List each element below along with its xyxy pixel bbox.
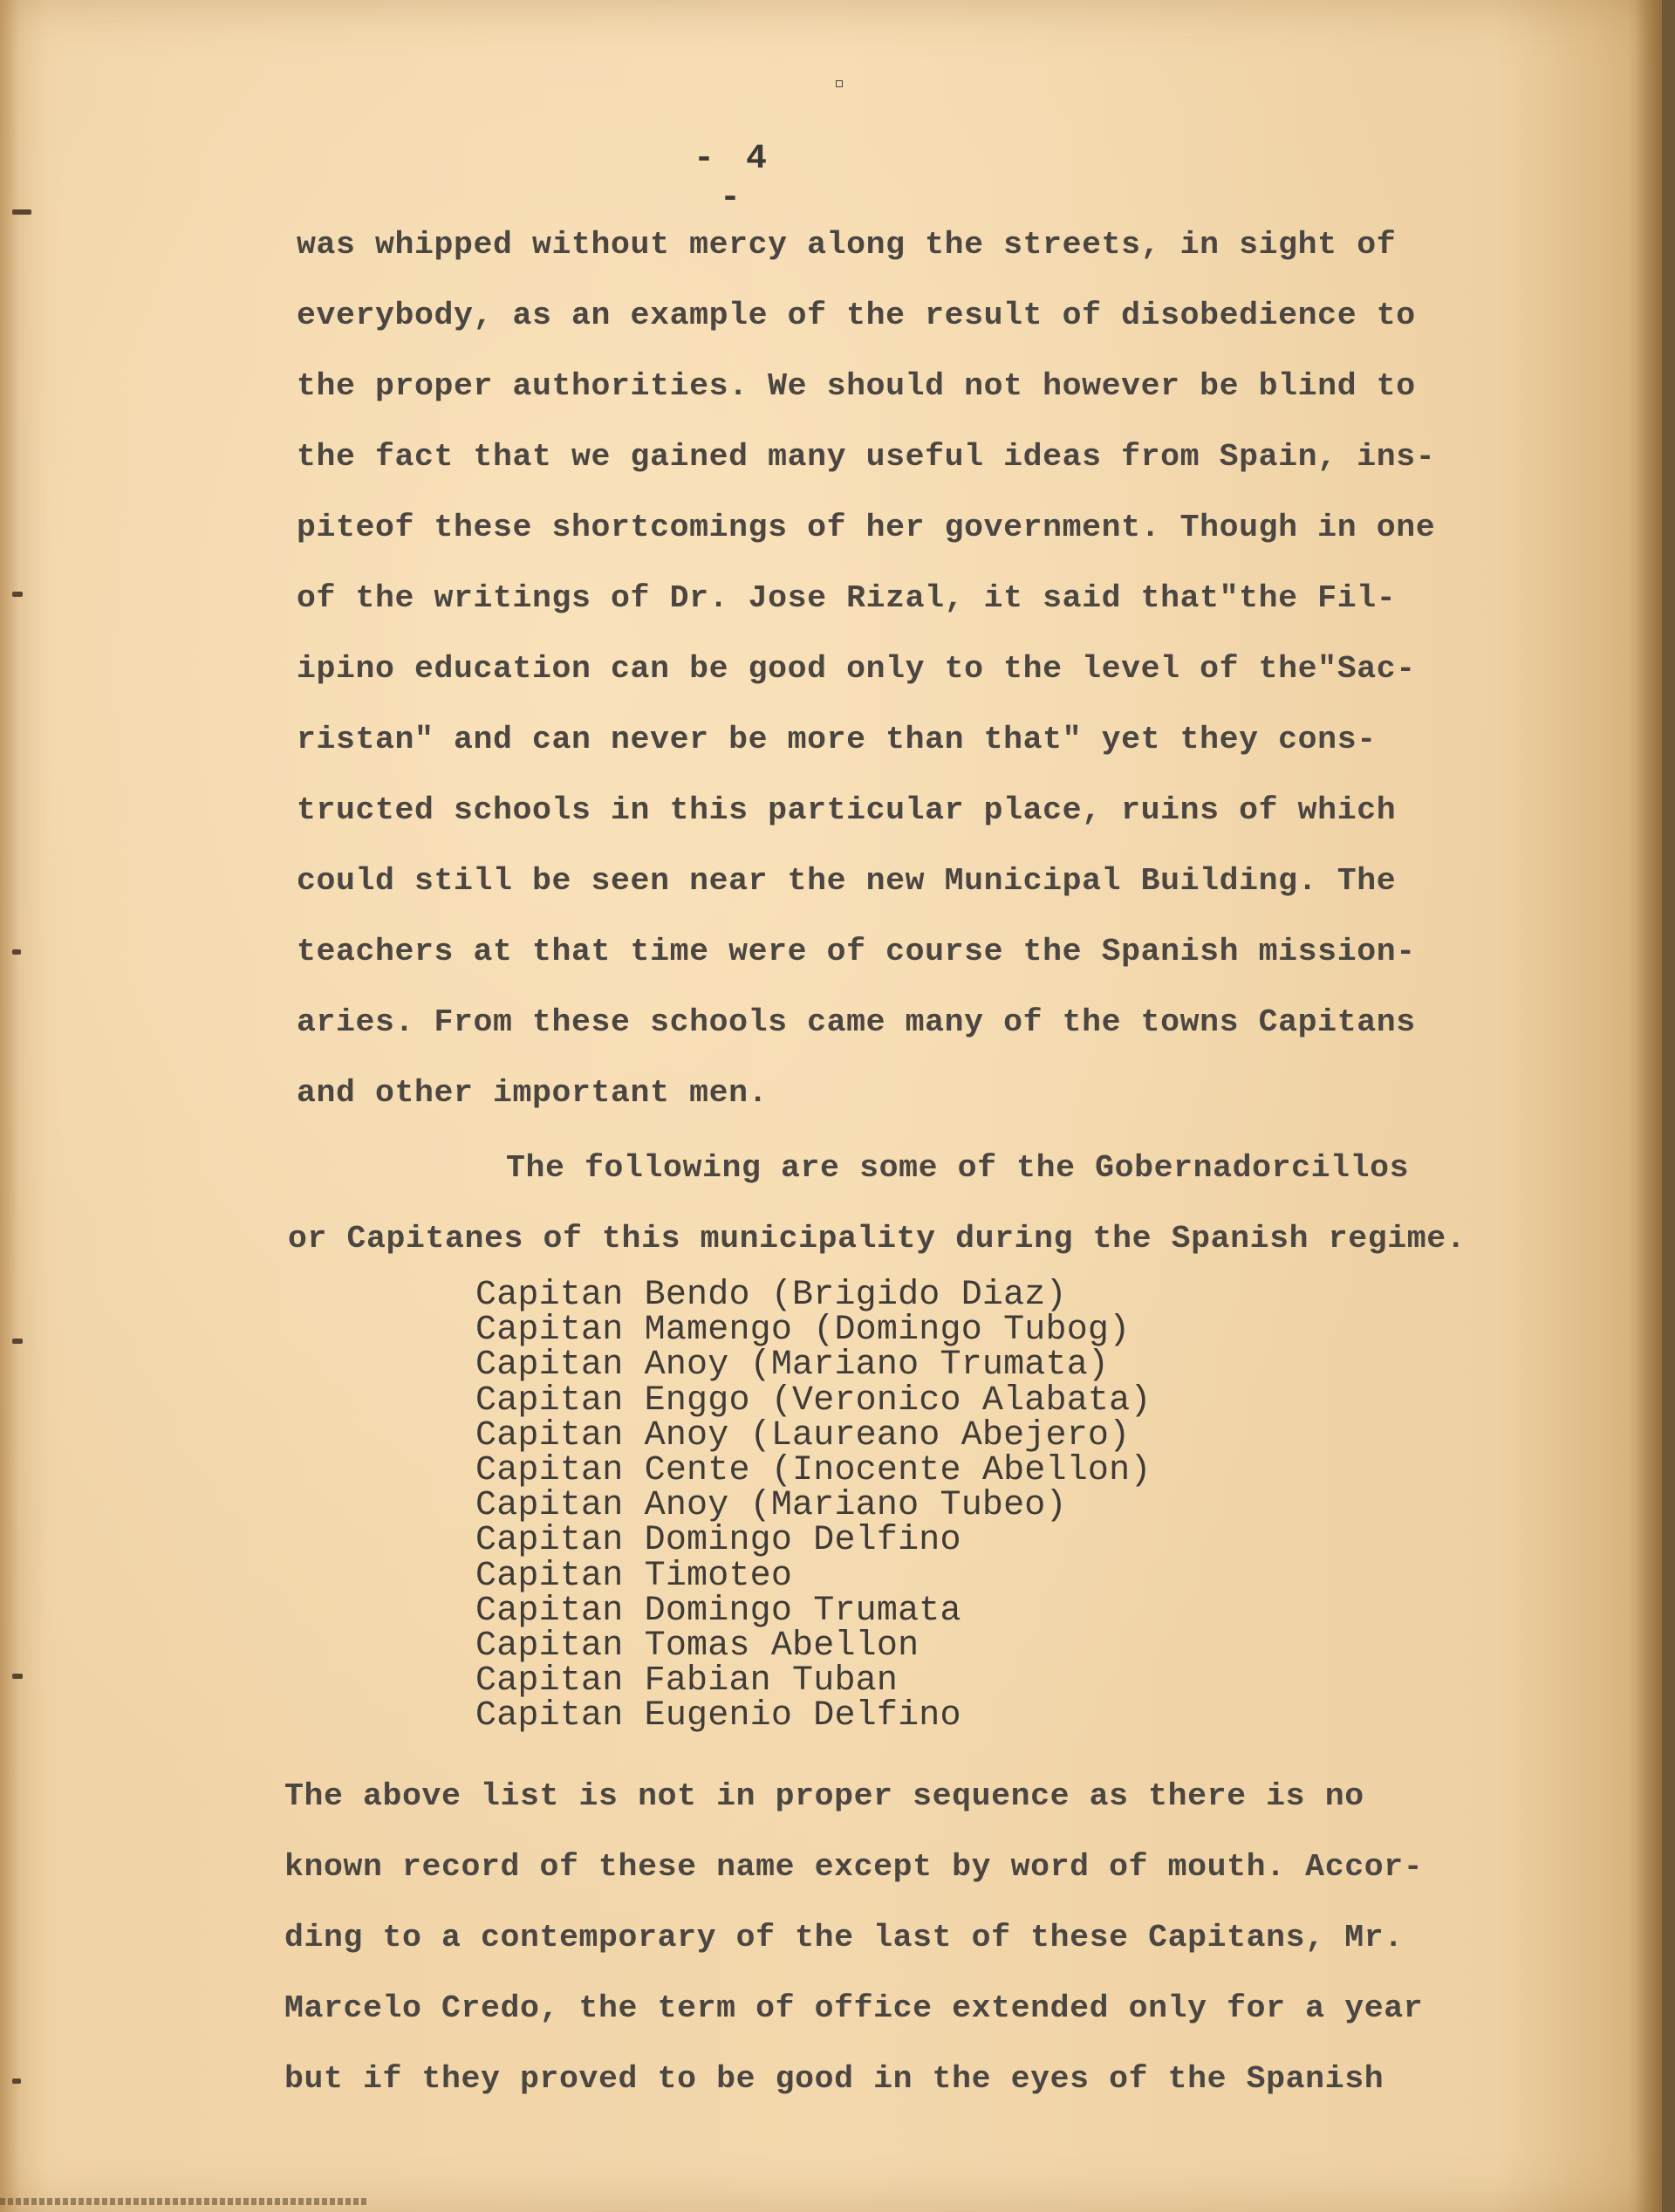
list-item: Capitan Timoteo	[475, 1556, 793, 1596]
binding-mark	[12, 1674, 23, 1679]
page-right-edge	[1636, 0, 1662, 2212]
list-item: Capitan Cente (Inocente Abellon)	[475, 1451, 1152, 1491]
paragraph-line: and other important men.	[297, 1075, 769, 1111]
binding-mark	[12, 592, 23, 597]
paragraph-line: known record of these name except by word of mouth. Accor-	[284, 1849, 1424, 1885]
paragraph-line: ipino education can be good only to the level of the"Sac-	[297, 651, 1416, 687]
capitanes-list	[475, 1278, 1152, 1735]
list-item: Capitan Tomas Abellon	[475, 1626, 920, 1667]
paragraph-line: The following are some of the Gobernadorcillos	[506, 1150, 1410, 1186]
paragraph-2	[288, 1133, 1544, 1274]
list-item: Capitan Anoy (Mariano Tubeo)	[475, 1486, 1067, 1526]
list-item: Capitan Bendo (Brigido Diaz)	[475, 1276, 1067, 1315]
paragraph-line: the fact that we gained many useful ideas from Spain, ins-	[297, 439, 1436, 475]
stray-dot-mark	[836, 80, 843, 87]
list-item: Capitan Mamengo (Domingo Tubog)	[475, 1311, 1131, 1351]
scan-footer-strip	[0, 2198, 366, 2205]
paragraph-line: of the writings of Dr. Jose Rizal, it said that"the Fil-	[297, 580, 1397, 616]
paragraph-line: the proper authorities. We should not however be blind to	[297, 368, 1416, 404]
binding-mark	[12, 2078, 21, 2084]
list-item: Capitan Anoy (Laureano Abejero)	[475, 1415, 1131, 1455]
list-item: Capitan Domingo Trumata	[475, 1591, 961, 1631]
paragraph-line: ding to a contemporary of the last of these Capitans, Mr.	[284, 1920, 1404, 1955]
binding-mark	[12, 209, 31, 215]
paragraph-line: was whipped without mercy along the streets, in sight of	[297, 227, 1397, 263]
paragraph-line: teachers at that time were of course the Spanish mission-	[297, 934, 1416, 969]
paragraph-line: The above list is not in proper sequence as there is no	[284, 1778, 1364, 1814]
paragraph-line: or Capitanes of this municipality during the Spanish regime.	[288, 1221, 1466, 1257]
list-item: Capitan Enggo (Veronico Alabata)	[475, 1380, 1152, 1421]
list-item: Capitan Anoy (Mariano Trumata)	[475, 1346, 1110, 1386]
paragraph-line: Marcelo Credo, the term of office extended only for a year	[284, 1990, 1424, 2026]
list-item: Capitan Domingo Delfino	[475, 1521, 961, 1561]
paragraph-3	[284, 1761, 1541, 2114]
page-left-edge	[0, 0, 19, 2212]
page-number: - 4 -	[693, 140, 772, 218]
binding-mark	[12, 1339, 23, 1344]
paragraph-line: tructed schools in this particular place, ruins of which	[297, 792, 1397, 828]
paragraph-line: everybody, as an example of the result of disobedience to	[297, 298, 1416, 333]
list-item: Capitan Eugenio Delfino	[475, 1696, 961, 1736]
list-item: Capitan Fabian Tuban	[475, 1661, 899, 1702]
binding-mark	[12, 949, 21, 955]
paragraph-line: aries. From these schools came many of the towns Capitans	[297, 1004, 1416, 1040]
paragraph-line: ristan" and can never be more than that" yet they cons-	[297, 722, 1377, 757]
paragraph-line: piteof these shortcomings of her government. Though in one	[297, 510, 1436, 545]
paragraph-line: could still be seen near the new Municipal Building. The	[297, 863, 1397, 899]
paragraph-1	[297, 209, 1553, 1128]
paragraph-line: but if they proved to be good in the eyes of the Spanish	[284, 2061, 1384, 2097]
